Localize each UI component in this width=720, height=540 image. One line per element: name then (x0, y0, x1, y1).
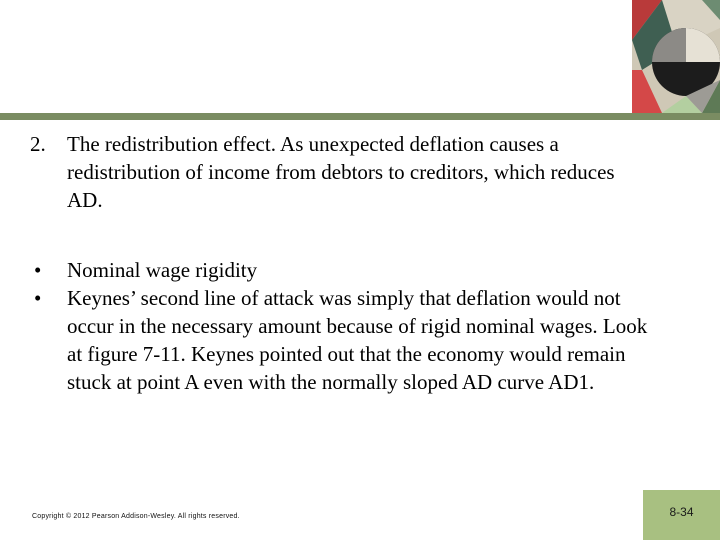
item-number: 2. (30, 132, 46, 156)
bullet-item (30, 284, 650, 396)
bullet-item (30, 256, 650, 284)
title-divider-bar (0, 113, 720, 120)
bullet-text: Keynes’ second line of attack was simply that deflation would not occur in the necessary amount because of rigid nominal wages. Look at figure 7-11. Keynes pointed out that the economy would remain stuck at point A even with the normally sloped AD curve AD1. (67, 286, 648, 394)
spacing (30, 214, 650, 256)
abstract-art-decoration (632, 0, 720, 113)
bullet-text: Nominal wage rigidity (67, 258, 258, 282)
page-number-box (643, 490, 720, 540)
numbered-item (30, 130, 650, 214)
item-text: The redistribution effect. As unexpected deflation causes a redistribution of income from debtors to creditors, which reduces AD. (67, 132, 615, 212)
slide-body (30, 130, 650, 396)
bullet-marker: • (34, 258, 42, 282)
bullet-marker: • (34, 286, 42, 310)
abstract-art-graphic (632, 0, 720, 113)
copyright-notice: Copyright © 2012 Pearson Addison-Wesley. All rights reserved. (32, 513, 240, 520)
page-number: 8-34 (669, 505, 694, 519)
